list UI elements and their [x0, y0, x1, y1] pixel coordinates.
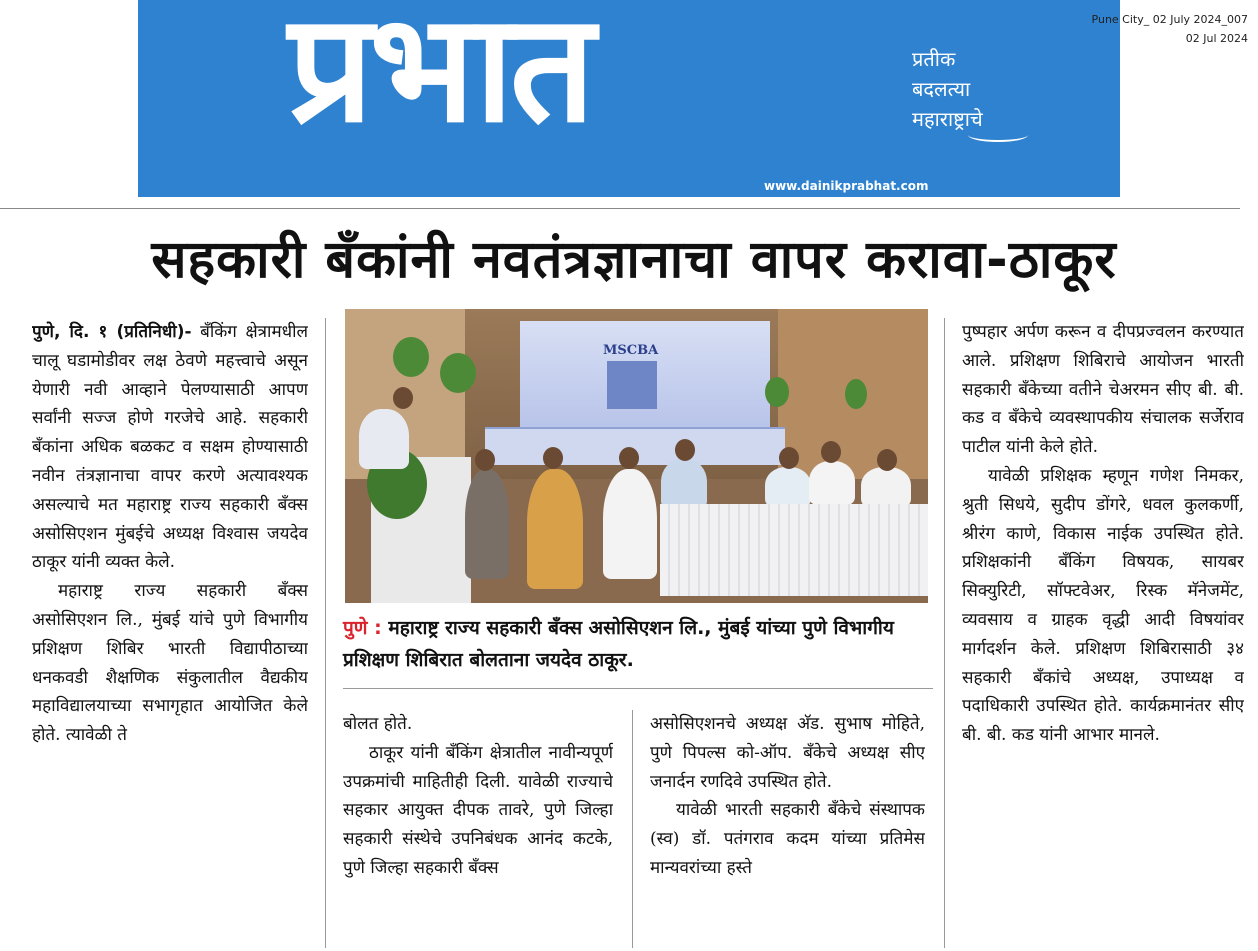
association-logo	[607, 361, 657, 409]
tagline	[912, 44, 983, 134]
paragraph-5: असोसिएशनचे अध्यक्ष अ‍ॅड. सुभाष मोहिते, पुणे पिपल्स को-ऑप. बँकेचे अध्यक्ष सीए जनार्दन रणदिवे उपस्थित होते.	[650, 714, 925, 792]
dais-table	[660, 504, 928, 596]
column-divider	[944, 318, 945, 948]
article-headline: सहकारी बँकांनी नवतंत्रज्ञानाचा वापर करावा-ठाकूर	[151, 230, 1117, 290]
paragraph-8: यावेळी प्रशिक्षक म्हणून गणेश निमकर, श्रुती सिधये, सुदीप डोंगरे, धवल कुलकर्णी, श्रीरंग काणे, विकास नाईक उपस्थित होते. प्रशिक्षकांनी बँकिंग विषयक, सायबर सिक्युरिटी, सॉफ्टवेअर, रिस्क मॅनेजमेंट, व्यवसाय व ग्राहक वृद्धी आदी विषयांवर मार्गदर्शन केले. प्रशिक्षण शिबिरासाठी ३४ सहकारी बँकांचे अध्यक्ष, उपाध्यक्ष व पदाधिकारी उपस्थित होते. कार्यक्रमानंतर सीए बी. बी. कड यांनी आभार मानले.	[962, 465, 1244, 746]
tagline-swoosh	[968, 128, 1028, 142]
paragraph-4: ठाकूर यांनी बँकिंग क्षेत्रातील नावीन्यपूर्ण उपक्रमांची माहितीही दिली. यावेळी राज्याचे सहकार आयुक्त दीपक तावरे, पुणे जिल्हा सहकारी संस्थेचे उपनिबंधक आनंद कटके, पुणे जिल्हा सहकारी बँक्स	[343, 742, 613, 878]
caption-text: महाराष्ट्र राज्य सहकारी बँक्स असोसिएशन लि., मुंबई यांच्या पुणे विभागीय प्रशिक्षण शिबिरात बोलताना जयदेव ठाकूर.	[343, 617, 894, 671]
paragraph-3: बोलत होते.	[343, 714, 413, 734]
speaker	[359, 409, 409, 469]
caption-divider	[343, 688, 933, 689]
column-divider	[632, 710, 633, 948]
masthead-divider	[0, 208, 1240, 209]
article-column-3	[650, 710, 925, 950]
tagline-line-1: प्रतीक	[912, 47, 956, 71]
website-url: www.dainikprabhat.com	[764, 179, 929, 193]
edition-date: 02 Jul 2024	[1185, 32, 1248, 45]
paragraph-7: पुष्पहार अर्पण करून व दीपप्रज्वलन करण्यात आले. प्रशिक्षण शिबिराचे आयोजन भारती सहकारी बँकेच्या वतीने चेअरमन सीए बी. बी. कड व बँकेचे व्यवस्थापकीय संचालक सर्जेराव पाटील यांनी केले होते.	[962, 322, 1244, 458]
edition-label: Pune City_ 02 July 2024_007	[1091, 13, 1248, 26]
edition-info	[1092, 10, 1248, 48]
event-photo	[345, 309, 928, 603]
column-divider	[325, 318, 326, 948]
paragraph-2: महाराष्ट्र राज्य सहकारी बँक्स असोसिएशन लि., मुंबई यांचे पुणे विभागीय प्रशिक्षण शिबिर भारती विद्यापीठाच्या धनकवडी शैक्षणिक संकुलातील वैद्यकीय महाविद्यालयाच्या सभागृहात आयोजित केले होते. त्यावेळी ते	[32, 581, 308, 746]
paragraph-6: यावेळी भारती सहकारी बँकेचे संस्थापक (स्व) डॉ. पतंगराव कदम यांच्या प्रतिमेस मान्यवरांच्या हस्ते	[650, 800, 925, 878]
masthead	[138, 0, 1120, 197]
dateline: पुणे, दि. १ (प्रतिनिधी)-	[32, 322, 192, 342]
article-column-4	[962, 318, 1244, 948]
article-column-1	[32, 318, 308, 948]
tagline-line-2: बदलत्या	[912, 77, 971, 101]
tagline-line-3: महाराष्ट्राचे	[912, 107, 983, 131]
photo-caption	[343, 612, 933, 676]
caption-place: पुणे :	[343, 617, 382, 639]
article-column-2	[343, 710, 613, 950]
paragraph-1: बँकिंग क्षेत्रामधील चालू घडामोडीवर लक्ष ठेवणे महत्त्वाचे असून येणारी नवी आव्हाने पेलण्यासाठी आपण सर्वांनी सज्ज होणे गरजेचे आहे. सहकारी बँकांना अधिक बळकट व सक्षम होण्यासाठी नवीन तंत्रज्ञानाचा वापर करणे अत्यावश्यक असल्याचे मत महाराष्ट्र राज्य सहकारी बँक्स असोसिएशन मुंबईचे अध्यक्ष विश्वास जयदेव ठाकूर यांनी व्यक्त केले.	[32, 322, 308, 573]
screen-text: MSCBA	[603, 343, 659, 358]
newspaper-title: प्रभात	[288, 0, 592, 156]
